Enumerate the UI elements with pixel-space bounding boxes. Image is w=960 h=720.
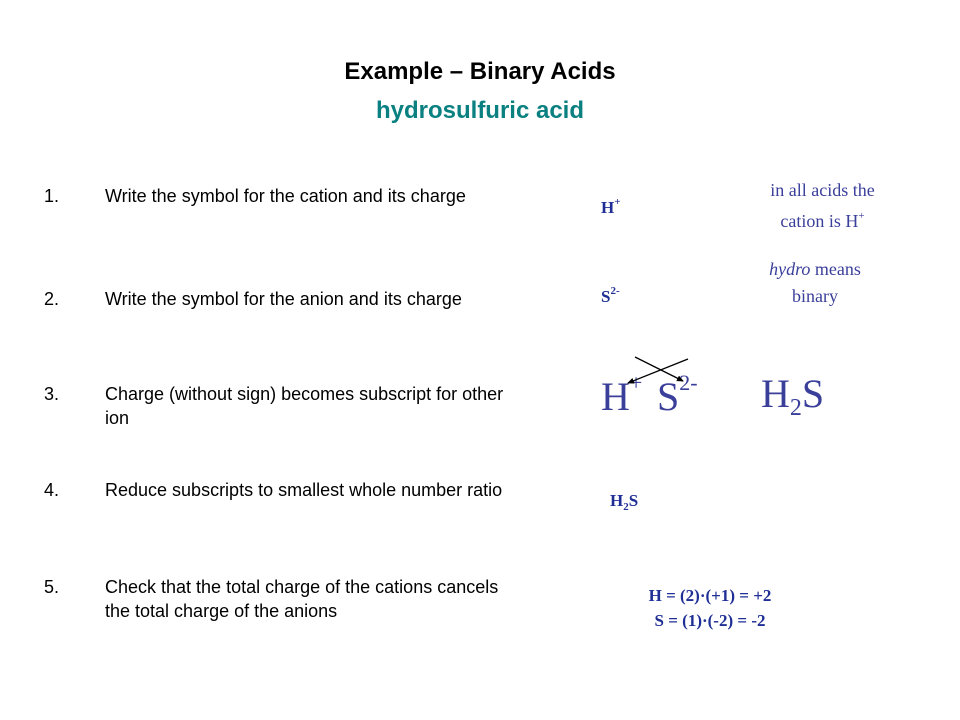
step-number: 5. (44, 577, 60, 597)
hydro-note: hydro means binary (769, 259, 861, 306)
cation-charge: + (614, 196, 621, 208)
crisscross-anion: $S^{2-}$ (657, 370, 698, 419)
step-text: Check that the total charge of the cations cancels the total charge of the anions (105, 577, 499, 621)
cation-note: in all acids the cation is H+ (770, 180, 875, 231)
step-number: 2. (44, 289, 60, 309)
page-title: Example – Binary Acids (344, 58, 616, 85)
step-text: Write the symbol for the cation and its charge (105, 186, 466, 206)
crisscross-cation: H+ (601, 370, 643, 419)
step-text: Charge (without sign) becomes subscript for other ion (105, 384, 504, 428)
step-text: Write the symbol for the anion and its charge (105, 289, 462, 309)
reduced-formula: $H_2S$ (610, 491, 639, 513)
step-text: Reduce subscripts to smallest whole number ratio (105, 480, 503, 500)
anion-symbol: $S^{2-}$ (601, 285, 620, 306)
check-hydrogen: H = (2)·(+1) = +2 (648, 586, 772, 605)
crisscross-result: $H_2S$ (761, 371, 825, 421)
cation-symbol: H+ (601, 196, 621, 217)
page-subtitle: hydrosulfuric acid (375, 97, 585, 124)
step-number: 4. (44, 480, 60, 500)
anion-charge: 2- (610, 285, 620, 297)
step-number: 3. (44, 384, 60, 404)
step-number: 1. (44, 186, 60, 206)
check-sulfur: S = (1)·(-2) = -2 (654, 611, 766, 630)
